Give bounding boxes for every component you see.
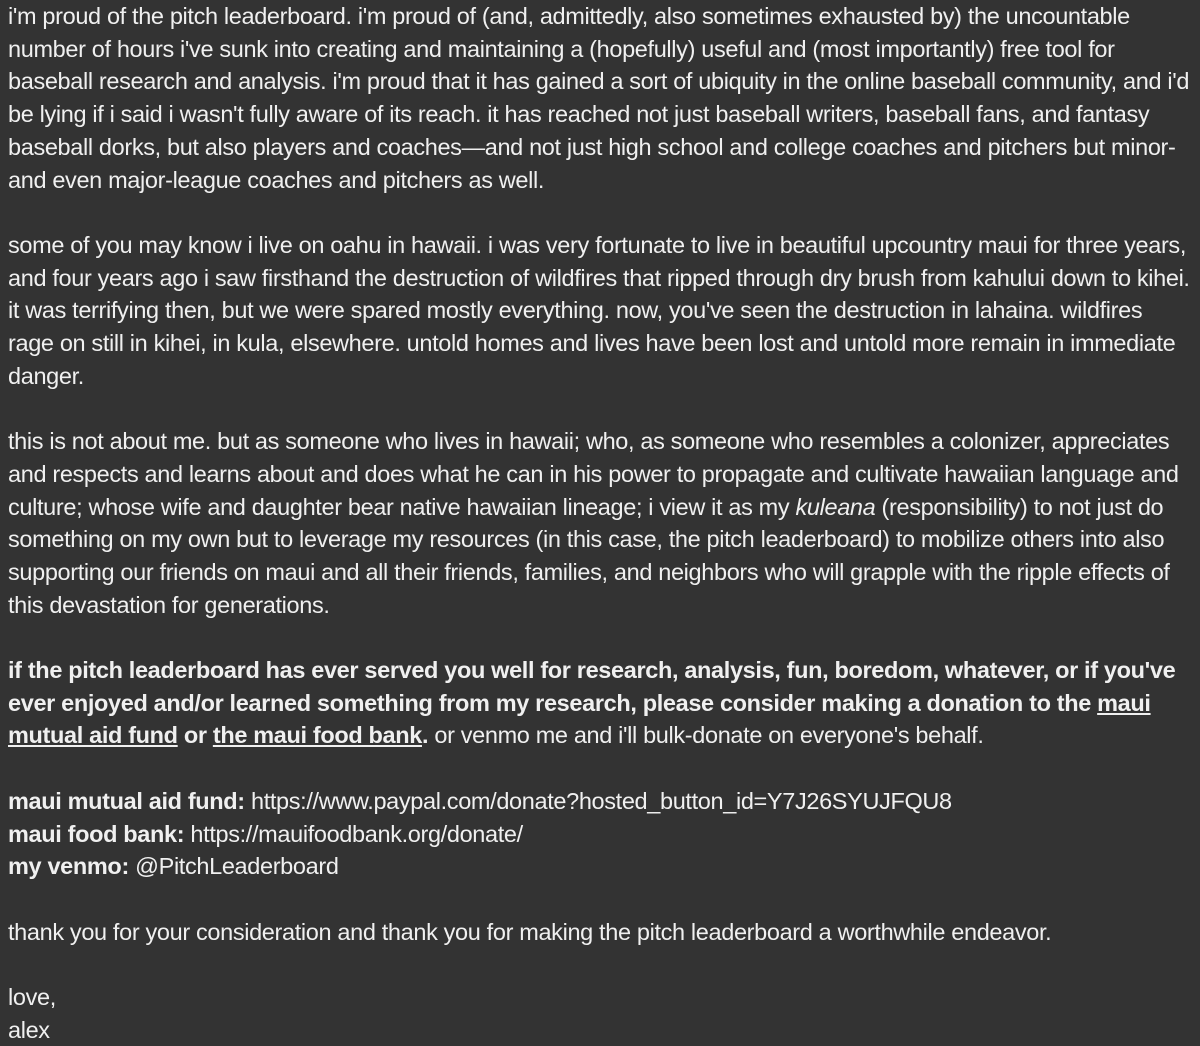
paragraph-donation-ask <box>8 654 1194 752</box>
maui-mutual-aid-fund-link[interactable]: maui mutual aid fund <box>8 689 1151 749</box>
donation-item-mutual-aid <box>8 785 1194 818</box>
paragraph-wildfires: some of you may know i live on oahu in hawaii. i was very fortunate to live in beautiful upcountry maui for three years, and four years ago i saw firsthand the destruction of wildfires that ripped through dry brush from kahului down to kihei. it was terrifying then, but we were spared mostly everything. now, you've seen the destruction in lahaina. wildfires rage on still in kihei, in kula, elsewhere. untold homes and lives have been lost and untold more remain in immediate danger. <box>8 231 1190 389</box>
donation-value: https://mauifoodbank.org/donate/ <box>190 820 523 847</box>
signature: alex <box>8 1016 50 1043</box>
donation-ask-end: . <box>421 722 429 749</box>
donation-item-venmo <box>8 850 1194 883</box>
donation-ask-rest: or venmo me and i'll bulk-donate on everyone's behalf. <box>428 722 984 749</box>
paragraph-gap <box>8 883 1194 916</box>
paragraph-thanks: thank you for your consideration and thank you for making the pitch leaderboard a worthwhile endeavor. <box>8 918 1052 945</box>
paragraph-gap <box>8 621 1194 654</box>
paragraph-gap <box>8 196 1194 229</box>
maui-food-bank-link[interactable]: the maui food bank <box>212 722 422 749</box>
kuleana-text-before: this is not about me. but as someone who lives in hawaii; who, as someone who resembles a colonizer, appreciates and respects and learns about and does what he can in his power to propagate and cultivate hawaiian language and culture; whose wife and daughter bear native hawaiian lineage; i view it as my <box>8 428 1179 520</box>
donation-label: maui food bank: <box>8 820 185 847</box>
donation-value: https://www.paypal.com/donate?hosted_button_id=Y7J26SYUJFQU8 <box>250 787 952 814</box>
paragraph-gap <box>8 392 1194 425</box>
paragraph-kuleana <box>8 425 1194 621</box>
donation-value: @PitchLeaderboard <box>135 853 339 880</box>
paragraph-pride: i'm proud of the pitch leaderboard. i'm proud of (and, admittedly, also sometimes exhausted by) the uncountable number of hours i've sunk into creating and maintaining a (hopefully) useful and (most importantly) free tool for baseball research and analysis. i'm proud that it has gained a sort of ubiquity in the online baseball community, and i'd be lying if i said i wasn't fully aware of its reach. it has reached not just baseball writers, baseball fans, and fantasy baseball dorks, but also players and coaches—and not just high school and college coaches and pitchers but minor- and even major-league coaches and pitchers as well. <box>8 3 1190 193</box>
donation-ask-lead: if the pitch leaderboard has ever served you well for research, analysis, fun, boredom, whatever, or if you've ever enjoyed and/or learned something from my research, please consider making a donation to the <box>8 657 1176 716</box>
donation-item-food-bank <box>8 818 1194 851</box>
donation-label: my venmo: <box>8 853 129 880</box>
kuleana-word: kuleana <box>795 493 876 520</box>
closing: love, <box>8 984 56 1010</box>
donation-ask-mid: or <box>177 722 213 749</box>
paragraph-gap <box>8 948 1194 981</box>
paragraph-gap <box>8 752 1194 785</box>
donation-list <box>8 785 1194 883</box>
donation-label: maui mutual aid fund: <box>8 787 245 814</box>
kuleana-text-after: (responsibility) to not just do something on my own but to leverage my resources (in this case, the pitch leaderboard) to mobilize others into also supporting our friends on maui and all their friends, families, and neighbors who will grapple with the ripple effects of this devastation for generations. <box>8 493 1170 618</box>
